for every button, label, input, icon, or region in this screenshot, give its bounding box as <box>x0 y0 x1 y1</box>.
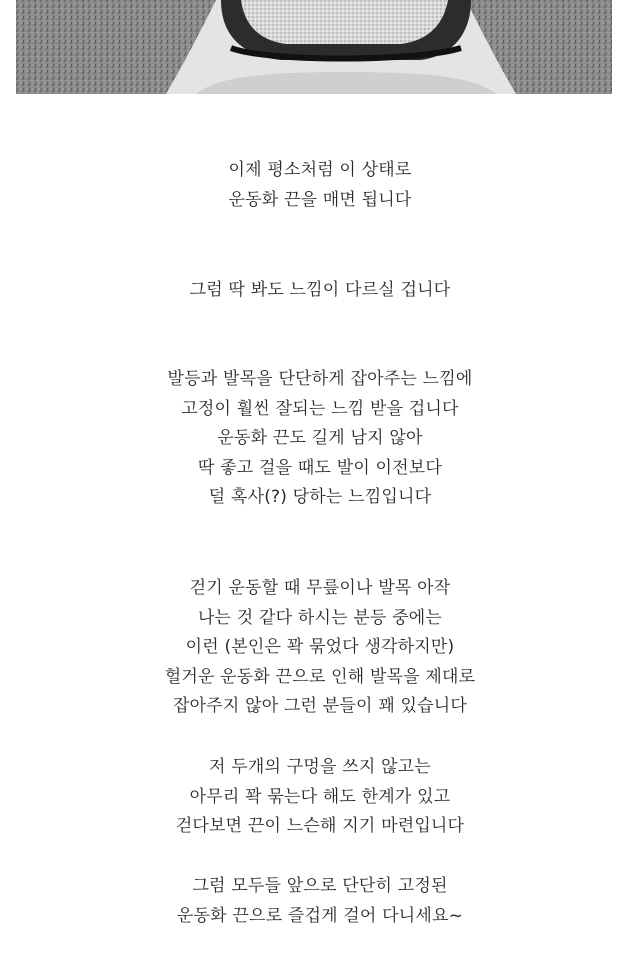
text-line: 덜 혹사(?) 당하는 느낌입니다 <box>208 487 432 508</box>
paragraph-4 <box>0 574 640 722</box>
paragraph-3 <box>0 365 640 513</box>
text-line: 잡아주지 않아 그런 분들이 꽤 있습니다 <box>173 696 467 717</box>
text-line: 그럼 모두들 앞으로 단단히 고정된 <box>192 876 448 896</box>
paragraph-1 <box>0 156 640 215</box>
paragraph-6 <box>0 872 640 931</box>
text-line: 운동화 끈을 매면 됩니다 <box>228 189 412 210</box>
shoe-photo-graphic <box>16 0 612 94</box>
text-line: 운동화 끈으로 즐겁게 걸어 다니세요~ <box>176 905 464 926</box>
text-line: 그럼 딱 봐도 느낌이 다르실 겁니다 <box>189 280 451 300</box>
text-line: 나는 것 같다 하시는 분등 중에는 <box>197 607 443 628</box>
shoe-photo <box>16 0 612 94</box>
text-line: 딱 좋고 걸을 때도 발이 이전보다 <box>197 457 443 478</box>
text-line: 고정이 훨씬 잘되는 느낌 받을 겁니다 <box>181 398 459 419</box>
text-line: 이제 평소처럼 이 상태로 <box>228 160 412 180</box>
paragraph-2 <box>0 276 640 306</box>
text-line: 걷기 운동할 때 무릎이나 발목 아작 <box>189 578 451 598</box>
text-line: 아무리 꽉 묶는다 해도 한계가 있고 <box>189 786 451 807</box>
text-line: 발등과 발목을 단단하게 잡아주는 느낌에 <box>167 369 473 389</box>
paragraph-5 <box>0 753 640 842</box>
text-line: 헐거운 운동화 끈으로 인해 발목을 제대로 <box>164 666 476 687</box>
text-line: 저 두개의 구멍을 쓰지 않고는 <box>209 757 431 777</box>
text-line: 운동화 끈도 길게 남지 않아 <box>217 428 423 449</box>
text-line: 걷다보면 끈이 느슨해 지기 마련입니다 <box>175 816 465 837</box>
text-line: 이런 (본인은 꽉 묶었다 생각하지만) <box>185 637 455 658</box>
